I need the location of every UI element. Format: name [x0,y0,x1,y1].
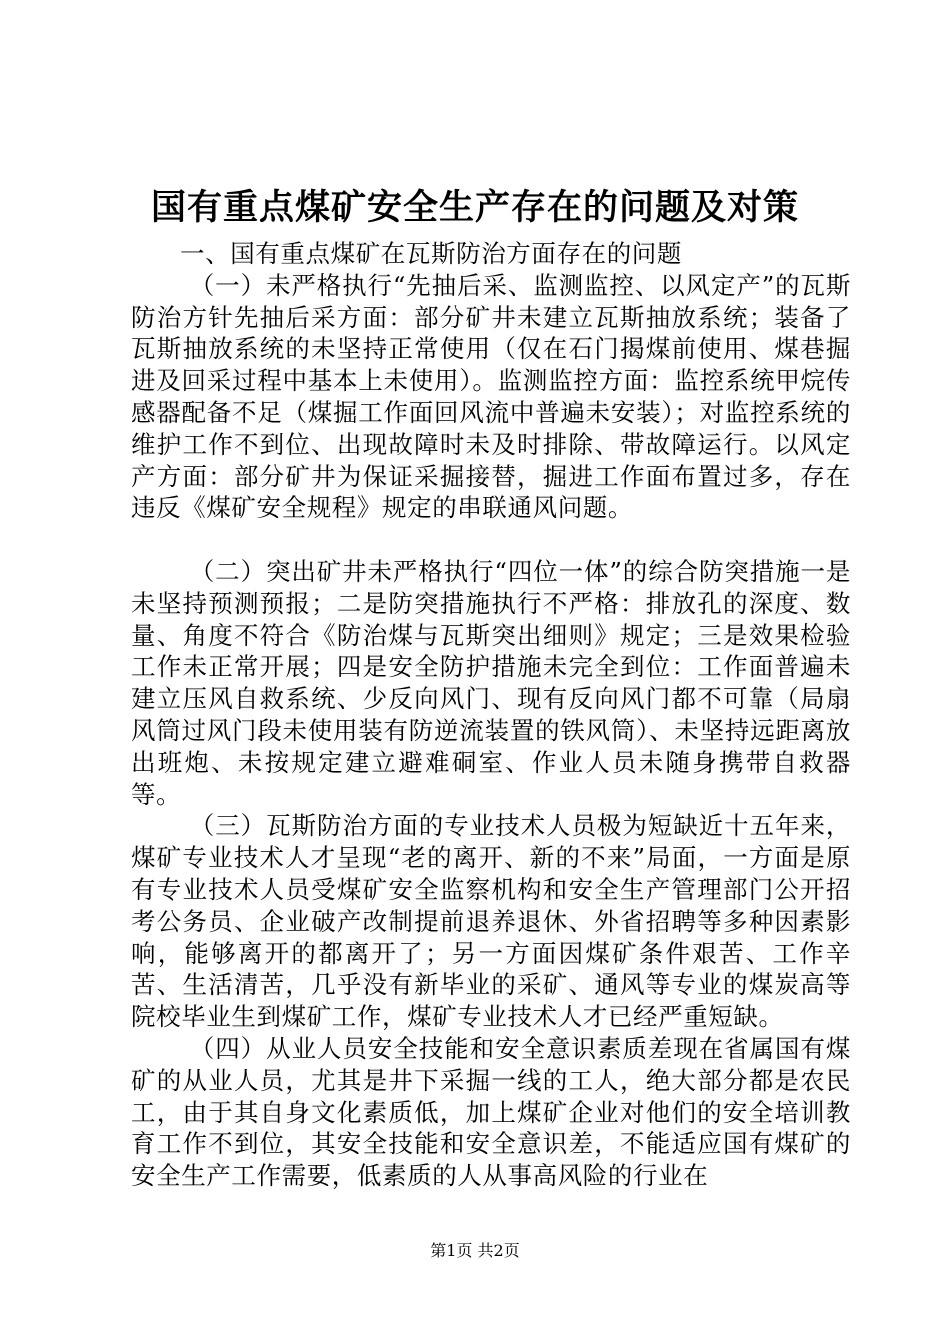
section-heading: 一、国有重点煤矿在瓦斯防治方面存在的问题 [180,239,682,268]
document-title: 国有重点煤矿安全生产存在的问题及对策 [150,187,799,228]
paragraph-1: （一）未严格执行“先抽后采、监测监控、以风定产”的瓦斯防治方针先抽后采方面：部分矿井未建立瓦斯抽放系统；装备了瓦斯抽放系统的未坚持正常使用（仅在石门揭煤前使用、煤巷掘进及回采过程中基本上未使用）。监测监控方面：监控系统甲烷传感器配备不足（煤掘工作面回风流中普遍未安装）；对监控系统的维护工作不到位、出现故障时未及时排除、带故障运行。以风定产方面：部分矿井为保证采掘接替，掘进工作面布置过多，存在违反《煤矿安全规程》规定的串联通风问题。 [131,270,851,523]
page-footer: 第1页 共2页 [430,1241,520,1260]
document-body [131,238,851,1192]
paragraph-2: （二）突出矿井未严格执行“四位一体”的综合防突措施一是未坚持预测预报；二是防突措施执行不严格：排放孔的深度、数量、角度不符合《防治煤与瓦斯突出细则》规定；三是效果检验工作未正常开展；四是安全防护措施未完全到位：工作面普遍未建立压风自救系统、少反向风门、现有反向风门都不可靠（局扇风筒过风门段未使用装有防逆流装置的铁风筒）、未坚持远距离放出班炮、未按规定建立避难硐室、作业人员未随身携带自救器等。 [131,556,851,809]
paragraph-4: （四）从业人员安全技能和安全意识素质差现在省属国有煤矿的从业人员，尤其是井下采掘一线的工人，绝大部分都是农民工，由于其自身文化素质低，加上煤矿企业对他们的安全培训教育工作不到位，其安全技能和安全意识差，不能适应国有煤矿的安全生产工作需要，低素质的人从事高风险的行业在 [131,1033,851,1191]
paragraph-3: （三）瓦斯防治方面的专业技术人员极为短缺近十五年来，煤矿专业技术人才呈现“老的离开、新的不来”局面，一方面是原有专业技术人员受煤矿安全监察机构和安全生产管理部门公开招考公务员、企业破产改制提前退养退休、外省招聘等多种因素影响，能够离开的都离开了；另一方面因煤矿条件艰苦、工作辛苦、生活清苦，几乎没有新毕业的采矿、通风等专业的煤炭高等院校毕业生到煤矿工作，煤矿专业技术人才已经严重短缺。 [131,811,851,1032]
